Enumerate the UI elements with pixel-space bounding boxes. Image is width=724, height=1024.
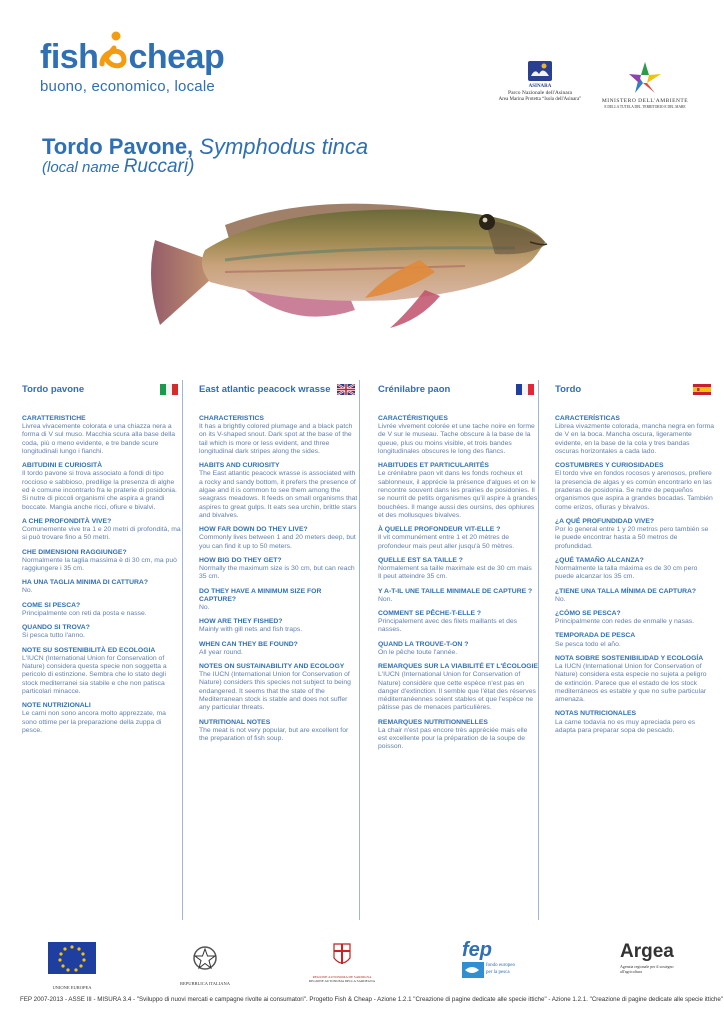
- section-heading: HA UNA TAGLIA MINIMA DI CATTURA?: [22, 579, 148, 587]
- section-text: L'IUCN (International Union for Conservation of Nature) considera questa specie non soggetta a pericolo di estinzione. Sembra che lo stato degli stock mediterranei sia stabile e che non patisca particolari minacce.: [22, 654, 167, 695]
- asinara-emblem-icon: [527, 60, 553, 84]
- section-text: Normalmente la talla máxima es de 30 cm pero puede alcanzar los 35 cm.: [555, 565, 698, 581]
- sardegna-shield-icon: [302, 942, 382, 970]
- section-text: Normalement sa taille maximale est de 30 cm mais Il peut atteindre 35 cm.: [378, 565, 532, 581]
- section-text: Normally the maximum size is 30 cm, but can reach 35 cm.: [199, 565, 355, 581]
- argea-caption: Agenzia regionale per il sostegno all'agricoltura: [620, 964, 674, 974]
- section-heading: HABITUDES ET PARTICULARITÉS: [378, 462, 489, 470]
- section-text: Principalement avec des filets maillants et des nasses.: [378, 618, 518, 634]
- section-text: No.: [199, 603, 210, 611]
- section-size: [555, 557, 715, 582]
- uk-flag-icon: [337, 384, 355, 395]
- section-heading: ¿CÓMO SE PESCA?: [555, 610, 621, 617]
- section-heading: COMMENT SE PÊCHE-T-ELLE ?: [378, 610, 482, 617]
- section-text: Normalmente la taglia massima è di 30 cm, ma può raggiungere i 35 cm.: [22, 556, 177, 572]
- fish-illustration: [135, 180, 555, 345]
- section-heading: NOTE NUTRIZIONALI: [22, 702, 91, 710]
- section-season: [22, 624, 182, 640]
- section-season: [555, 632, 715, 648]
- park-caption-asinara: ASINARA: [528, 84, 552, 89]
- section-text: Non.: [378, 595, 393, 603]
- section-text: La chair n'est pas encore très appréciée mais elle est excellente pour la préparation de la soupe de poisson.: [378, 726, 528, 751]
- section-text: La carne todavía no es muy apreciada pero es adapta para preparar sopa de pescado.: [555, 718, 696, 734]
- sardegna-caption-1: REGIONE AUTONOMA DE SARDIGNA: [312, 975, 372, 979]
- section-text: On le pêche toute l'année.: [378, 648, 458, 656]
- section-text: The IUCN (International Union for Conservation of Nature) considers this species not subject to being endangered. It seems that the state of the Mediterranean stock is stable and does not suffer any particular threats.: [199, 671, 351, 712]
- column-italian-header: [22, 380, 182, 398]
- section-nutrition: [22, 702, 182, 735]
- section-text: Livrea vivacemente colorata e una chiazza nera a forma di V sul muso. Macchia scura alla base della coda, più o meno evidente, e tre bande scure longitudinali lungo i fianchi.: [22, 423, 175, 455]
- section-heading: TEMPORADA DE PESCA: [555, 632, 636, 640]
- fep-caption-1: fondo europeo: [486, 963, 516, 968]
- section-heading: CARATTERISTICHE: [22, 415, 86, 422]
- section-text: No.: [555, 595, 566, 603]
- section-characteristics: [555, 415, 715, 456]
- column-spanish-title: Tordo: [555, 383, 582, 395]
- asinara-park-logo: [495, 60, 585, 103]
- section-nutrition: [555, 710, 715, 735]
- section-sustainability: [378, 663, 538, 713]
- section-text: The meat is not very popular, but are excellent for the preparation of fish soup.: [199, 726, 349, 743]
- fep-logo: [462, 940, 522, 980]
- section-text: Librea vivazmente colorada, mancha negra en forma de V en la boca. Mancha oscura, ligeramente evidente, en la base de la cola y tres bandas oscuras horizontales a cada lado.: [555, 423, 715, 455]
- section-heading: REMARQUES SUR LA VIABILITÉ ET L'ÉCOLOGIE: [378, 663, 538, 671]
- section-depth: [199, 526, 359, 551]
- italian-emblem-icon: [175, 942, 235, 976]
- section-text: Comunemente vive tra 1 e 20 metri di profondità, ma si può trovare fino a 50 metri.: [22, 526, 181, 542]
- fishcheap-logo: [40, 40, 224, 95]
- sardegna-region-logo: [302, 942, 382, 983]
- column-italian-title: Tordo pavone: [22, 383, 85, 395]
- section-depth: [378, 526, 538, 551]
- section-habits: [199, 462, 359, 520]
- logo-fish-text: fish: [40, 38, 99, 76]
- section-size: [378, 557, 538, 582]
- section-depth: [555, 518, 715, 551]
- section-heading: QUANDO SI TROVA?: [22, 624, 90, 632]
- section-heading: ¿TIENE UNA TALLA MÍNIMA DE CAPTURA?: [555, 587, 697, 595]
- fep-wordmark: fep: [462, 939, 492, 961]
- eu-caption: UNIONE EUROPEA: [52, 985, 92, 990]
- section-habits: [555, 462, 715, 512]
- section-fishing-method: [378, 610, 538, 635]
- section-sustainability: [22, 647, 182, 697]
- eu-flag-icon: [40, 942, 104, 980]
- footer-funding-note: FEP 2007-2013 - ASSE III - MISURA 3.4 - "Sviluppo di nuovi mercati e campagne rivolte ai consumatori". Progetto Fish & Cheap - Azione 1.2.1 "Creazione di pagine dedicate alle specie ittiche" - Azione 1.2.1. "Creazione di pagine dedicate alle specie ittiche": [20, 996, 724, 1003]
- section-heading: NUTRITIONAL NOTES: [199, 718, 271, 726]
- section-heading: WHEN CAN THEY BE FOUND?: [199, 640, 298, 648]
- section-heading: REMARQUES NUTRITIONNELLES: [378, 718, 488, 726]
- section-text: The East atlantic peacock wrasse is associated with a rocky and sandy bottom, it prefers the presence of algae and it is common to see them among the seagrass meadows. It feeds on small organisms that aspires to great gulps. It eats sea urchin, brittle stars and bivalves.: [199, 470, 358, 519]
- section-depth: [22, 518, 182, 543]
- column-english-title: East atlantic peacock wrasse: [199, 383, 331, 395]
- section-heading: CARACTÉRISTIQUES: [378, 415, 448, 422]
- section-heading: À QUELLE PROFONDEUR VIT-ELLE ?: [378, 526, 501, 534]
- section-text: Se pesca todo el año.: [555, 640, 621, 648]
- logo-ampersand-icon: [98, 44, 128, 70]
- ministry-star-icon: [625, 60, 665, 98]
- italy-flag-icon: [160, 384, 178, 395]
- section-fishing-method: [199, 618, 359, 634]
- column-english: [199, 380, 360, 920]
- column-italian: [22, 380, 183, 920]
- section-text: No.: [22, 587, 33, 595]
- fep-caption-2: per la pesca: [486, 970, 510, 975]
- section-size: [22, 549, 182, 574]
- ministry-subcaption: E DELLA TUTELA DEL TERRITORIO E DEL MARE: [604, 104, 686, 109]
- section-min-size: [199, 588, 359, 613]
- species-local-name: [42, 156, 194, 178]
- section-text: El tordo vive en fondos rocosos y arenosos, prefiere la presencia de algas y es común encontrarlo en las praderas de posidonia. Se nutre de pequeños organismos que aspira a grandes bocadas. También come erizos, ofiuras y bivalvos.: [555, 470, 713, 511]
- section-heading: COME SI PESCA?: [22, 601, 81, 609]
- section-habits: [22, 462, 182, 512]
- spain-flag-icon: [693, 384, 711, 395]
- park-caption-amp: Area Marina Protetta “Isola dell'Asinara”: [498, 97, 582, 103]
- section-sustainability: [555, 655, 715, 705]
- section-text: Il tordo pavone si trova associato a fondi di tipo roccioso e sabbioso, predilige la presenza di alghe ed è comune incontrarlo fra le praterie di posidonia. Si nutre di piccoli organismi che aspira a grandi boccate. Mangia anche ricci, ofiure e bivalvi.: [22, 470, 177, 511]
- species-scientific-name: Symphodus tinca: [199, 134, 369, 159]
- section-text: Commonly lives between 1 and 20 meters deep, but you can find it up to 50 meters.: [199, 534, 356, 550]
- section-characteristics: [199, 415, 359, 456]
- section-min-size: [22, 579, 182, 595]
- italy-caption: REPUBBLICA ITALIANA: [179, 981, 230, 986]
- section-heading: QUAND LA TROUVE-T-ON ?: [378, 640, 469, 648]
- logo-tagline: buono, economico, locale: [40, 78, 215, 95]
- argea-logo: [620, 942, 700, 974]
- section-text: Si pesca tutto l'anno.: [22, 632, 85, 640]
- section-nutrition: [199, 719, 359, 744]
- section-heading: CHE DIMENSIONI RAGGIUNGE?: [22, 548, 127, 556]
- column-english-header: [199, 380, 359, 398]
- section-heading: COSTUMBRES Y CURIOSIDADES: [555, 462, 664, 470]
- section-heading: HOW BIG DO THEY GET?: [199, 556, 282, 564]
- section-min-size: [378, 588, 538, 604]
- column-french-title: Crénilabre paon: [378, 383, 451, 395]
- eu-logo: [40, 942, 104, 990]
- section-heading: CHARACTERISTICS: [199, 415, 264, 422]
- section-text: Por lo general entre 1 y 20 metros pero también se le puede encontrar hasta a 50 metros de profundidad.: [555, 526, 709, 550]
- section-habits: [378, 462, 538, 520]
- section-text: Le carni non sono ancora molto apprezzate, ma sono ottime per la preparazione della zuppa di pesce.: [22, 710, 166, 734]
- section-text: Principalmente con reti da posta e nasse.: [22, 609, 147, 617]
- species-common-name: Tordo Pavone,: [42, 134, 194, 159]
- ministry-caption: MINISTERO DELL'AMBIENTE: [601, 98, 689, 104]
- section-heading: A CHE PROFONDITÀ VIVE?: [22, 517, 112, 525]
- france-flag-icon: [516, 384, 534, 395]
- section-characteristics: [22, 415, 182, 456]
- column-spanish: [555, 380, 715, 920]
- sardegna-caption-2: REGIONE AUTONOMA DELLA SARDEGNA: [308, 979, 376, 983]
- argea-wordmark: Argea: [620, 941, 674, 962]
- section-text: Mainly with gill nets and fish traps.: [199, 626, 303, 634]
- section-heading: DO THEY HAVE A MINIMUM SIZE FOR CAPTURE?: [199, 587, 322, 603]
- section-heading: QUELLE EST SA TAILLE ?: [378, 556, 463, 564]
- column-french: [378, 380, 539, 920]
- section-heading: Y A-T-IL UNE TAILLE MINIMALE DE CAPTURE ?: [378, 587, 533, 595]
- section-characteristics: [378, 415, 538, 456]
- section-nutrition: [378, 719, 538, 752]
- fep-fish-icon: [462, 962, 484, 978]
- logo-wordmark: [40, 40, 224, 74]
- section-text: La IUCN (International Union for Conservation of Nature) considera esta especie no sujeta a peligro de extinción. Parece que el estado de los stock mediterráneos es estable y que no sufre particular amenaza.: [555, 663, 707, 704]
- section-heading: NOTA SOBRE SOSTENIBILIDAD Y ECOLOGÍA: [555, 654, 704, 662]
- section-heading: CARACTERÍSTICAS: [555, 415, 620, 422]
- section-heading: NOTAS NUTRICIONALES: [555, 710, 637, 718]
- local-name-prefix: (local name: [42, 159, 124, 176]
- section-heading: HOW FAR DOWN DO THEY LIVE?: [199, 526, 308, 534]
- section-heading: NOTES ON SUSTAINABILITY AND ECOLOGY: [199, 663, 345, 671]
- section-text: Principalmente con redes de enmalle y nasas.: [555, 618, 695, 626]
- section-heading: ABITUDINI E CURIOSITÀ: [22, 462, 103, 470]
- section-text: All year round.: [199, 648, 243, 656]
- ministry-environment-logo: [600, 60, 690, 109]
- section-fishing-method: [22, 602, 182, 618]
- section-text: Le crénilabre paon vit dans les fonds rocheux et sablonneux, il apprécie la présence d'algues et on le rencontre souvent dans les prairies de posidonies. Il se nourrit de petits organismes qu'il aspire à grandes bouchées. Il mange aussi des oursins, des ophiures et des mollusques bivalves.: [378, 470, 538, 519]
- section-text: Livrée vivement colorée et une tache noire en forme de V sur le museau. Tache obscure à la base de la queue, plus ou moins visible, et trois bandes longitudinales obscures le long des flancs.: [378, 423, 535, 455]
- column-spanish-header: [555, 380, 715, 398]
- section-size: [199, 557, 359, 582]
- section-heading: ¿A QUÉ PROFUNDIDAD VIVE?: [555, 517, 655, 525]
- logo-cheap-text: cheap: [128, 38, 225, 76]
- section-season: [199, 641, 359, 657]
- section-heading: ¿QUÉ TAMAÑO ALCANZA?: [555, 556, 644, 564]
- section-season: [378, 641, 538, 657]
- section-heading: HOW ARE THEY FISHED?: [199, 618, 283, 626]
- park-caption-name: Parco Nazionale dell'Asinara: [508, 90, 572, 97]
- section-heading: NOTE SU SOSTENIBILITÀ ED ECOLOGIA: [22, 646, 156, 654]
- section-text: Il vit communément entre 1 et 20 mètres de profondeur mais peut aller jusqu'à 50 mètres.: [378, 534, 515, 550]
- italian-republic-logo: [175, 942, 235, 986]
- column-french-header: [378, 380, 538, 398]
- section-text: L'IUCN (International Union for Conservation of Nature) considère que cette espèce n'est pas en danger d'extinction. Il semble que l'état des réserves méditerranéennes soient stables et que l'espèce ne pâtisse pas de menaces particulières.: [378, 671, 536, 712]
- section-fishing-method: [555, 610, 715, 626]
- section-text: It has a brightly colored plumage and a black patch on its V-shaped snout. Dark spot at the base of the tail which is more or less evident, and three longitudinal dark stripes along the sides.: [199, 423, 353, 455]
- section-heading: HABITS AND CURIOSITY: [199, 462, 280, 470]
- section-sustainability: [199, 663, 359, 713]
- local-name-value: Ruccari): [123, 156, 195, 177]
- section-min-size: [555, 588, 715, 604]
